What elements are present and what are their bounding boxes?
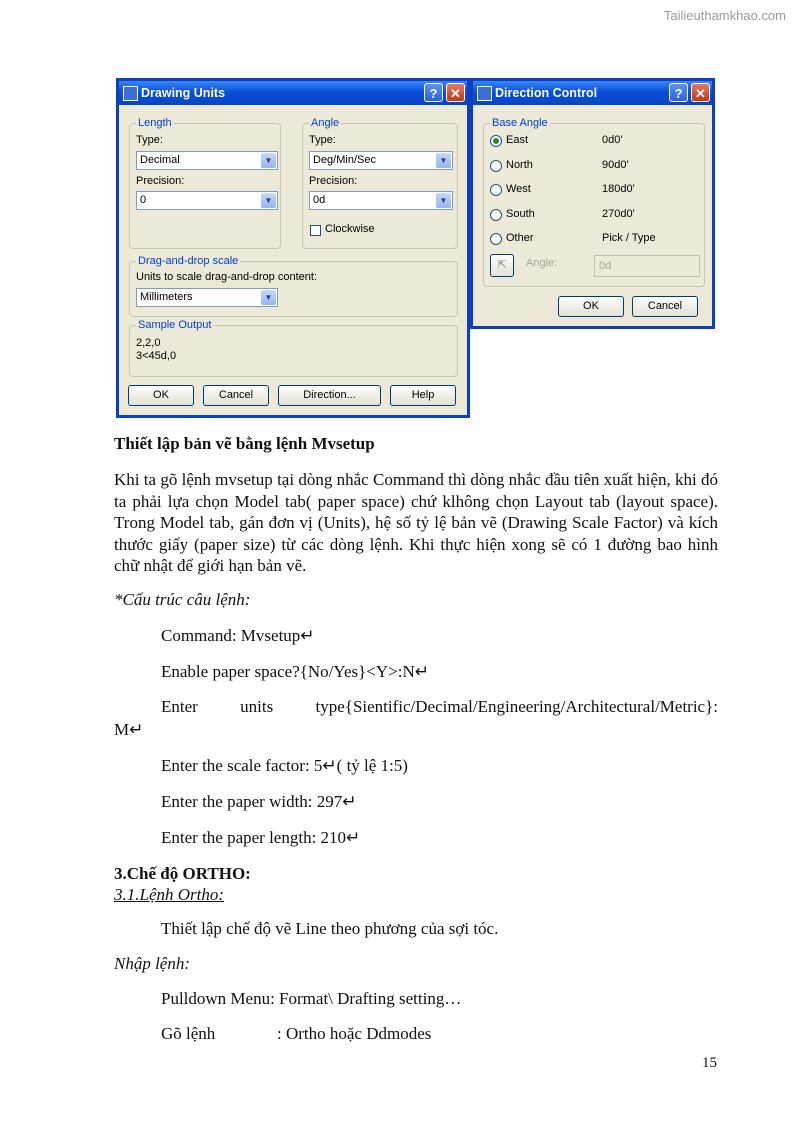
cancel-button[interactable]: Cancel <box>632 296 698 317</box>
command-line-5: Enter the paper width: 297↵ <box>161 792 357 811</box>
base-angle-group-label: Base Angle <box>492 117 548 129</box>
structure-label: *Cấu trúc câu lệnh: <box>114 590 251 609</box>
angle-input-value: 0d <box>599 260 612 272</box>
type-command-value: : Ortho hoặc Ddmodes <box>277 1024 432 1043</box>
angle-precision-select[interactable] <box>309 191 453 210</box>
radio-west-label: West <box>506 183 531 195</box>
angle-label: Angle: <box>526 257 558 269</box>
section-heading: Thiết lập bản vẽ bằng lệnh Mvsetup <box>114 434 375 453</box>
dialog-title: Direction Control <box>495 86 598 100</box>
direction-control-dialog <box>470 78 715 329</box>
direction-button[interactable]: Direction... <box>278 385 381 406</box>
chevron-down-icon[interactable]: ▼ <box>261 290 276 305</box>
ok-button[interactable]: OK <box>558 296 624 317</box>
drawing-units-titlebar[interactable] <box>119 81 467 105</box>
drag-drop-units-select[interactable] <box>136 288 278 307</box>
help-icon[interactable]: ? <box>424 83 443 102</box>
watermark: Tailieuthamkhao.com <box>663 8 786 23</box>
close-icon[interactable]: ✕ <box>446 83 465 102</box>
radio-north-label: North <box>506 159 533 171</box>
angle-precision-label: Precision: <box>309 175 358 187</box>
length-type-value: Decimal <box>140 154 180 166</box>
ortho-section-heading: 3.Chế độ ORTHO: <box>114 864 251 883</box>
sample-output-line-1: 2,2,0 <box>136 337 161 349</box>
base-angle-group <box>483 117 705 287</box>
angle-group-label: Angle <box>311 117 340 129</box>
chevron-down-icon[interactable]: ▼ <box>436 193 451 208</box>
dialog-title: Drawing Units <box>141 86 226 100</box>
ok-button[interactable]: OK <box>128 385 194 406</box>
angle-type-select[interactable] <box>309 151 453 170</box>
length-precision-select[interactable] <box>136 191 278 210</box>
ortho-description: Thiết lập chế độ vẽ Line theo phương của sợi tóc. <box>161 919 499 938</box>
length-group-label: Length <box>138 117 172 129</box>
drag-drop-units-value: Millimeters <box>140 291 193 303</box>
chevron-down-icon[interactable]: ▼ <box>436 153 451 168</box>
angle-input[interactable] <box>594 255 700 277</box>
length-precision-label: Precision: <box>136 175 185 187</box>
radio-south-label: South <box>506 208 535 220</box>
length-type-select[interactable] <box>136 151 278 170</box>
command-line-1: Command: Mvsetup↵ <box>161 626 315 645</box>
app-icon <box>123 86 138 101</box>
angle-group <box>302 117 458 249</box>
command-line-3-cont: M↵ <box>114 720 144 739</box>
radio-other-label: Other <box>506 232 534 244</box>
ortho-subsection-heading: 3.1.Lệnh Ortho: <box>114 885 225 904</box>
chevron-down-icon[interactable]: ▼ <box>261 193 276 208</box>
command-line-3 <box>161 697 718 717</box>
length-type-label: Type: <box>136 134 163 146</box>
app-icon <box>477 86 492 101</box>
other-angle-value: Pick / Type <box>602 232 656 244</box>
command-line-3-text: Enter units type{Sientific/Decimal/Engineering/Architectural/Metric}: <box>161 697 718 716</box>
intro-paragraph: Khi ta gõ lệnh mvsetup tại dòng nhắc Command thì dòng nhắc đầu tiên xuất hiện, khi đó ta phải lựa chọn Model tab( paper space) chứ klhông chọn Layout tab (layout space). Trong Model tab, gán đơn vị (Units), hệ số tỷ lệ bản vẽ (Drawing Scale Factor) và kích thước giấy (paper size) từ các dòng lệnh. Khi thực hiện xong sẽ có 1 đường bao hình chữ nhật để giới hạn bản vẽ. <box>114 470 718 575</box>
direction-control-titlebar[interactable] <box>473 81 712 105</box>
sample-output-group-label: Sample Output <box>138 319 212 331</box>
help-icon[interactable]: ? <box>669 83 688 102</box>
south-angle-value: 270d0' <box>602 208 635 220</box>
command-line-2: Enable paper space?{No/Yes}<Y>:N↵ <box>161 662 429 681</box>
clockwise-checkbox[interactable] <box>310 225 321 236</box>
drag-drop-label: Units to scale drag-and-drop content: <box>136 271 317 283</box>
radio-west[interactable] <box>490 184 502 196</box>
close-icon[interactable]: ✕ <box>691 83 710 102</box>
angle-precision-value: 0d <box>313 194 326 206</box>
sample-output-line-2: 3<45d,0 <box>136 350 177 362</box>
command-line-4: Enter the scale factor: 5↵( tỷ lệ 1:5) <box>161 756 408 775</box>
command-line-6: Enter the paper length: 210↵ <box>161 828 361 847</box>
pick-cursor-icon: ⇱ <box>497 259 507 271</box>
length-precision-value: 0 <box>140 194 147 206</box>
radio-south[interactable] <box>490 209 502 221</box>
sample-output-group <box>129 319 458 377</box>
radio-north[interactable] <box>490 160 502 172</box>
chevron-down-icon[interactable]: ▼ <box>261 153 276 168</box>
radio-east[interactable] <box>490 135 502 147</box>
type-command-label: Gõ lệnh <box>161 1024 216 1043</box>
radio-east-label: East <box>506 134 529 146</box>
pulldown-menu-line: Pulldown Menu: Format\ Drafting setting… <box>161 989 462 1008</box>
input-label: Nhập lệnh: <box>114 954 191 973</box>
cancel-button[interactable]: Cancel <box>203 385 269 406</box>
length-group <box>129 117 281 249</box>
west-angle-value: 180d0' <box>602 183 635 195</box>
pick-angle-button[interactable] <box>490 254 514 277</box>
drawing-units-dialog <box>116 78 470 418</box>
angle-type-value: Deg/Min/Sec <box>313 154 376 166</box>
north-angle-value: 90d0' <box>602 159 629 171</box>
drag-drop-group <box>129 255 458 317</box>
drag-drop-group-label: Drag-and-drop scale <box>138 255 239 267</box>
help-button[interactable]: Help <box>390 385 456 406</box>
radio-other[interactable] <box>490 233 502 245</box>
angle-type-label: Type: <box>309 134 336 146</box>
clockwise-label: Clockwise <box>325 223 375 235</box>
east-angle-value: 0d0' <box>602 134 623 146</box>
page-number: 15 <box>702 1055 717 1071</box>
